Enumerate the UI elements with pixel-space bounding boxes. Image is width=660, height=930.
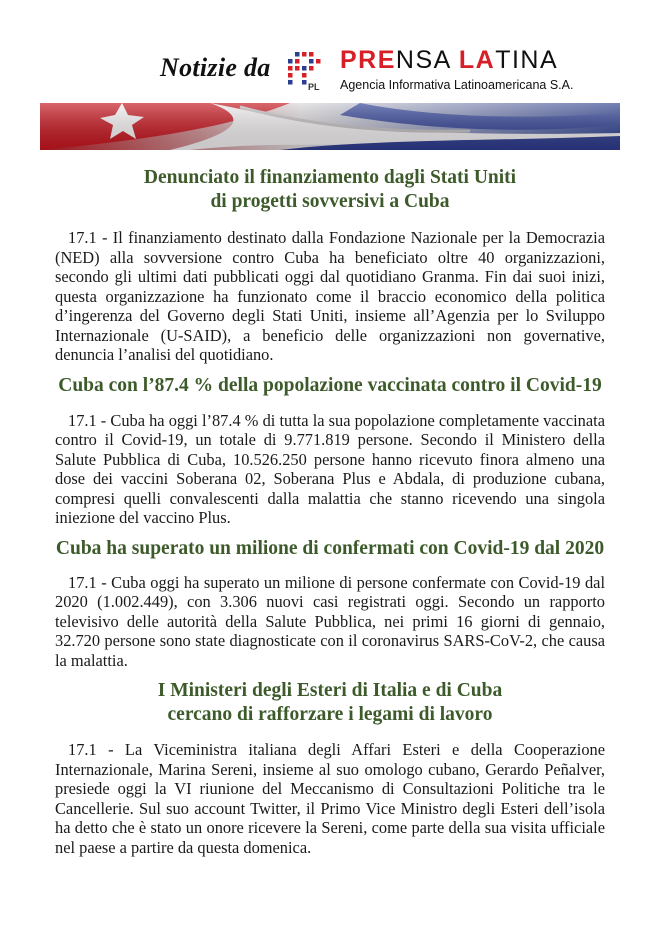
article	[55, 166, 605, 365]
cuba-flag-banner-icon	[40, 103, 620, 150]
article-body: 17.1 - Il finanziamento destinato dalla Fondazione Nazionale per la Democrazia (NED) alla sovversione contro Cuba ha beneficiato oltre 40 organizzazioni, secondo gli ultimi dati pubblicati oggi dal quotidiano Granma. Fin dai suoi inizi, questa organizzazione ha funzionato come il braccio economico della politica d’ingerenza del Governo degli Stati Uniti, insieme all’Agenzia per lo Sviluppo Internazionale (U-SAID), a beneficio delle organizzazioni non governative, denuncia l’analisi del quotidiano.	[55, 228, 605, 364]
logo-dot	[302, 73, 307, 78]
logo-dot	[295, 66, 300, 71]
headline-line: cercano di rafforzare i legami di lavoro	[167, 704, 493, 725]
article-headline	[55, 679, 605, 727]
article-body: 17.1 - La Viceministra italiana degli Affari Esteri e della Cooperazione Internazionale, Marina Sereni, insieme al suo omologo cubano, Gerardo Peñalver, presiede oggi la VI riunione del Meccanismo di Consultazioni Politiche tra le Cancellerie. Sul suo account Twitter, il Primo Vice Ministro degli Esteri dell’isola ha detto che è stato un onore ricevere la Sereni, come parte della sua visita ufficiale nel paese a partire da questa domenica.	[55, 740, 605, 857]
logo-dot	[309, 59, 314, 64]
masthead-tagline: Notizie da	[160, 53, 271, 82]
logo-dot	[302, 52, 307, 57]
headline-line: Denunciato il finanziamento dagli Stati Uniti	[143, 167, 517, 188]
agency-subtitle: Agencia Informativa Latinoamericana S.A.	[340, 78, 574, 92]
headline-line: di progetti sovversivi a Cuba	[210, 191, 450, 212]
logo-dot	[295, 52, 300, 57]
headline-line: Cuba con l’87.4 % della popolazione vaccinata contro il Covid-19	[58, 374, 602, 396]
article-body: 17.1 - Cuba oggi ha superato un milione di persone confermate con Covid-19 dal 2020 (1.002.449), con 3.306 nuovi casi registrati oggi. Secondo un rapporto televisivo delle autorità della Salute Pubblica, nei primi 16 giorni di gennaio, 32.720 persone sono state diagnosticate con il coronavirus SARS-CoV-2, che causa la malattia.	[55, 572, 605, 670]
prensa-latina-logo-icon	[286, 50, 326, 96]
article-body: 17.1 - Cuba ha oggi l’87.4 % di tutta la sua popolazione completamente vaccinata contro il Covid-19, un totale di 9.771.819 persone. Secondo il Ministero della Salute Pubblica di Cuba, 10.526.250 persone hanno ricevuto finora almeno una dose dei vaccini Soberana 02, Soberana Plus e Abdala, di produzione cubana, compresi quelli convalescenti dalla malattia che stanno ricevendo una singola iniezione del vaccino Plus.	[55, 410, 605, 527]
logo-dot	[288, 59, 293, 64]
logo-dot	[302, 66, 307, 71]
logo-dot	[288, 66, 293, 71]
article-headline	[55, 537, 605, 561]
brand-part: PRE	[340, 46, 396, 74]
brand-part: NSA	[395, 46, 459, 74]
logo-mark: PL	[308, 82, 320, 92]
article-headline	[55, 374, 605, 398]
brand-name	[340, 47, 558, 73]
brand-part: TINA	[495, 46, 559, 74]
headline-line: I Ministeri degli Esteri di Italia e di Cuba	[157, 680, 503, 701]
article-headline	[55, 166, 605, 214]
logo-dot	[316, 59, 321, 64]
headline-line: Cuba ha superato un milione di confermati con Covid-19 dal 2020	[55, 537, 605, 559]
brand-part: LA	[458, 46, 496, 74]
logo-dot	[288, 80, 293, 85]
logo-dot	[309, 52, 314, 57]
logo-dot	[295, 59, 300, 64]
article	[55, 537, 605, 671]
logo-dot	[302, 80, 307, 85]
logo-dot	[288, 73, 293, 78]
masthead	[0, 38, 660, 98]
articles-column	[55, 158, 605, 857]
logo-dot	[309, 66, 314, 71]
article	[55, 679, 605, 857]
article	[55, 374, 605, 528]
